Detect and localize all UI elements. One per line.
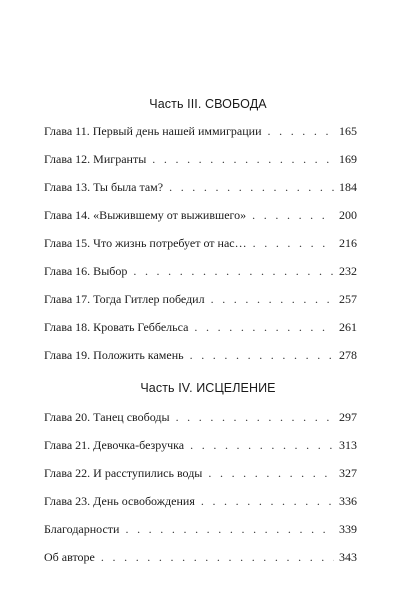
- chapter-title: Глава 19. Положить камень: [44, 348, 184, 362]
- chapter-title: Глава 13. Ты была там?: [44, 180, 164, 194]
- dot-leader: [176, 409, 334, 425]
- toc-entry: [44, 151, 357, 167]
- toc-entry: [44, 179, 357, 195]
- dot-leader: [208, 465, 334, 481]
- chapter-title: Глава 20. Танец свободы: [44, 410, 170, 424]
- page-number: 216: [339, 236, 357, 250]
- page-number: 200: [339, 208, 357, 222]
- chapter-title: Глава 11. Первый день нашей иммиграции: [44, 124, 262, 138]
- toc-entry: [44, 465, 357, 481]
- chapter-title: Глава 12. Мигранты: [44, 152, 147, 166]
- toc-entry: [44, 123, 357, 139]
- dot-leader: [190, 437, 334, 453]
- page-number: 339: [339, 522, 357, 536]
- page-number: 343: [339, 550, 357, 564]
- page-number: 297: [339, 410, 357, 424]
- acknowledgements-title: Благодарности: [44, 522, 120, 536]
- chapter-title: Глава 16. Выбор: [44, 264, 128, 278]
- chapter-title: Глава 21. Девочка-безручка: [44, 438, 185, 452]
- toc-entry: [44, 493, 357, 509]
- page-number: 327: [339, 466, 357, 480]
- toc-entry: [44, 437, 357, 453]
- toc-entry: [44, 549, 357, 565]
- dot-leader: [268, 123, 335, 139]
- chapter-title: Глава 14. «Выжившему от выжившего»: [44, 208, 247, 222]
- dot-leader: [125, 521, 334, 537]
- dot-leader: [152, 151, 334, 167]
- dot-leader: [133, 263, 334, 279]
- dot-leader: [194, 319, 334, 335]
- toc-entry: [44, 235, 357, 251]
- toc-entry: [44, 409, 357, 425]
- chapter-title: Глава 15. Что жизнь потребует от нас…: [44, 236, 247, 250]
- toc-entry: [44, 263, 357, 279]
- page-number: 169: [339, 152, 357, 166]
- dot-leader: [201, 493, 334, 509]
- chapter-title: Глава 22. И расступились воды: [44, 466, 203, 480]
- chapter-title: Глава 18. Кровать Геббельса: [44, 320, 189, 334]
- page-number: 257: [339, 292, 357, 306]
- toc-entry: [44, 319, 357, 335]
- toc-entry: [44, 207, 357, 223]
- page-number: 278: [339, 348, 357, 362]
- page-number: 232: [339, 264, 357, 278]
- about-author-title: Об авторе: [44, 550, 95, 564]
- page-number: 184: [339, 180, 357, 194]
- dot-leader: [101, 549, 334, 565]
- chapter-title: Глава 23. День освобождения: [44, 494, 195, 508]
- dot-leader: [253, 235, 334, 251]
- dot-leader: [169, 179, 334, 195]
- page-number: 261: [339, 320, 357, 334]
- part-heading: Часть III. СВОБОДА: [149, 97, 267, 111]
- dot-leader: [252, 207, 334, 223]
- page-number: 313: [339, 438, 357, 452]
- chapter-title: Глава 17. Тогда Гитлер победил: [44, 292, 205, 306]
- toc-entry: [44, 521, 357, 537]
- part-heading: Часть IV. ИСЦЕЛЕНИЕ: [140, 381, 276, 395]
- toc-entry: [44, 291, 357, 307]
- page-number: 165: [339, 124, 357, 138]
- dot-leader: [190, 347, 334, 363]
- page-number: 336: [339, 494, 357, 508]
- toc-entry: [44, 347, 357, 363]
- dot-leader: [211, 291, 334, 307]
